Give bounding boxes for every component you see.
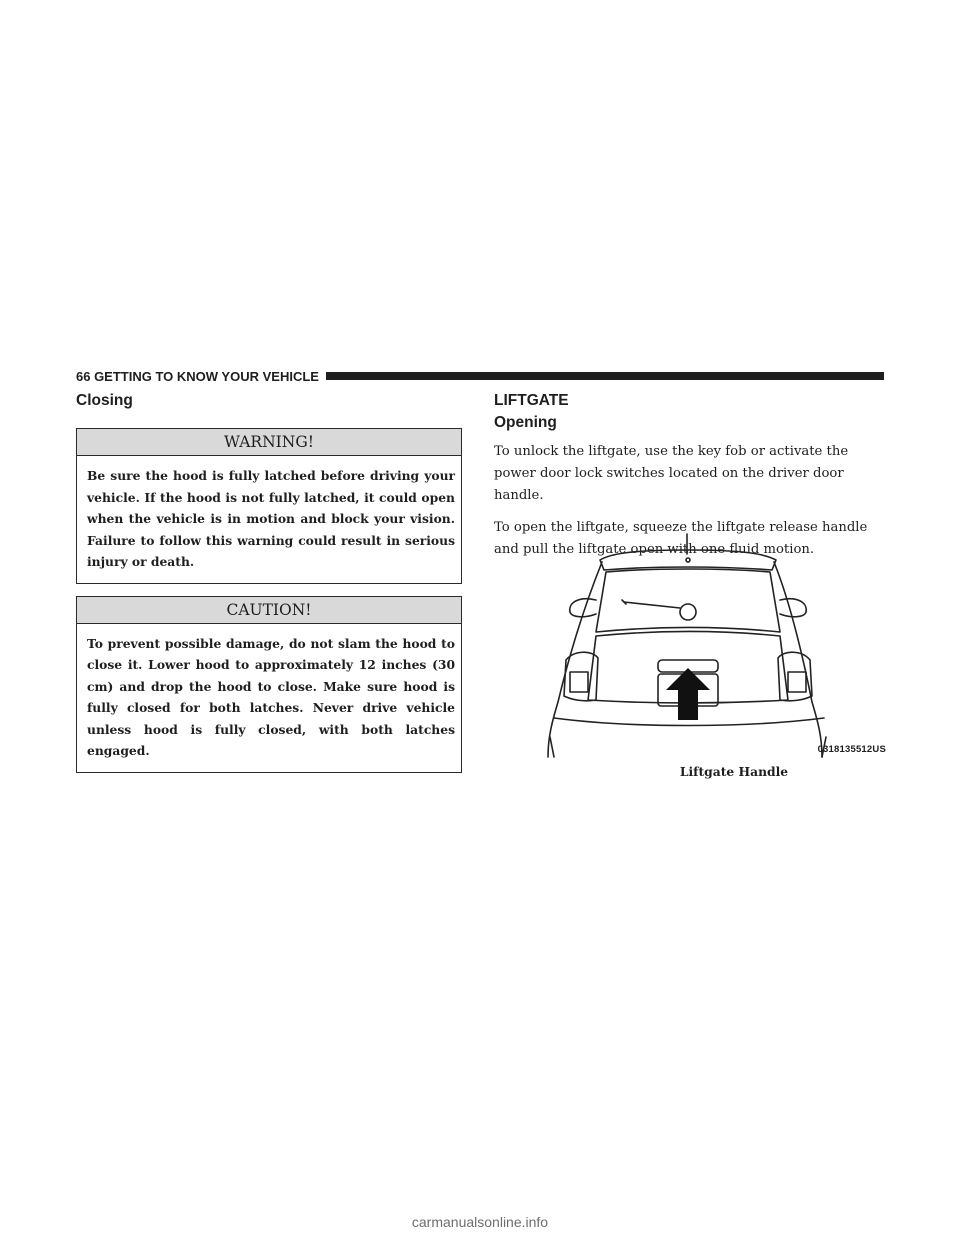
warning-text: Be sure the hood is fully latched before driving your vehicle. If the hood is not fully latched, it could open when the vehicle is in motion and block your vision. Failure to follow this warning could result in serious injury or death. bbox=[87, 468, 455, 569]
opening-subheading: Opening bbox=[494, 414, 557, 431]
caution-title: CAUTION! bbox=[77, 597, 461, 624]
warning-title: WARNING! bbox=[77, 429, 461, 456]
caution-text: To prevent possible damage, do not slam the hood to close it. Lower hood to approximately 12 inches (30 cm) and drop the hood to close. Make sure hood is fully closed for both latches. Never drive vehicle unless hood is fully closed, with both latches engaged. bbox=[87, 635, 455, 758]
watermark-text: carmanualsonline.info bbox=[411, 1214, 549, 1230]
closing-heading: Closing bbox=[76, 392, 133, 409]
warning-box bbox=[76, 428, 462, 584]
figure-caption: Liftgate Handle bbox=[679, 764, 789, 779]
open-paragraph: To open the liftgate, squeeze the liftgate release handle and pull the liftgate open with one fluid motion. bbox=[494, 520, 868, 557]
header-rule bbox=[326, 372, 884, 380]
page-number-and-section: 66 GETTING TO KNOW YOUR VEHICLE bbox=[76, 369, 319, 384]
figure-code: 0318135512US bbox=[817, 744, 886, 755]
liftgate-figure bbox=[540, 532, 886, 760]
unlock-paragraph: To unlock the liftgate, use the key fob or activate the power door lock switches located on the driver door handle. bbox=[494, 444, 849, 503]
car-rear-illustration bbox=[540, 532, 886, 760]
page-header bbox=[76, 369, 884, 385]
liftgate-heading: LIFTGATE bbox=[494, 392, 569, 409]
left-column bbox=[76, 390, 462, 773]
caution-box bbox=[76, 596, 462, 773]
